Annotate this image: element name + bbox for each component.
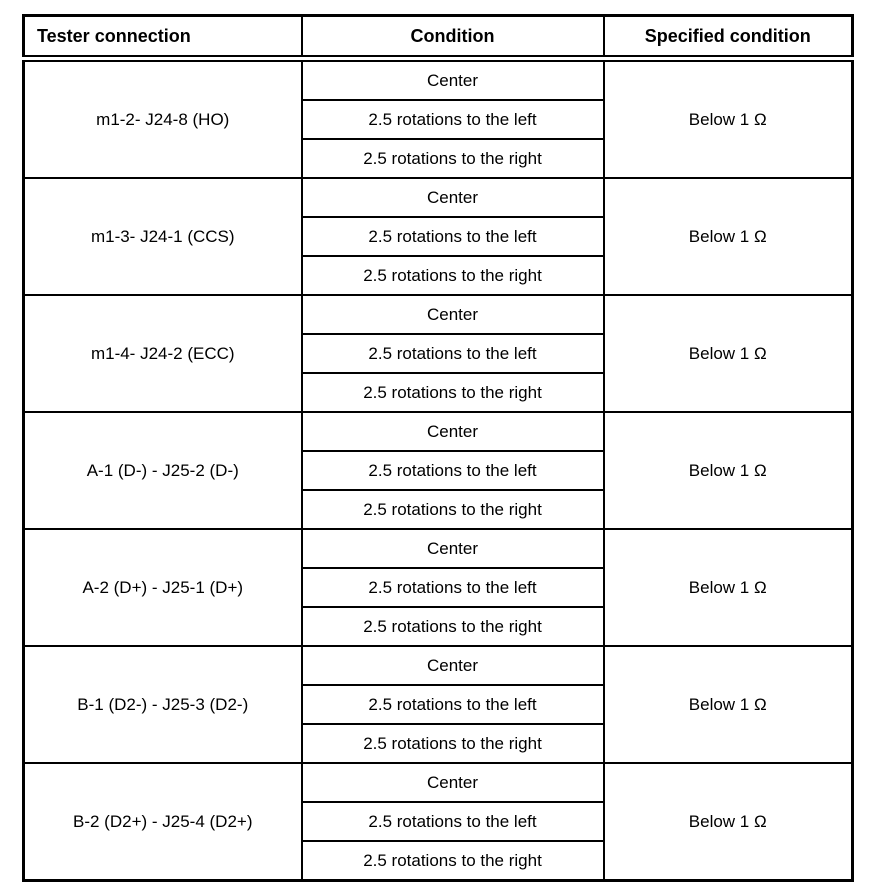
connection-group	[24, 646, 853, 763]
connection-group	[24, 529, 853, 646]
condition-cell: Center	[302, 295, 604, 334]
condition-cell: 2.5 rotations to the right	[302, 373, 604, 412]
header-condition: Condition	[302, 16, 604, 59]
condition-cell: Center	[302, 529, 604, 568]
tester-connection-cell: m1-2- J24-8 (HO)	[24, 59, 302, 179]
condition-row	[24, 529, 853, 568]
condition-cell: Center	[302, 59, 604, 101]
condition-cell: 2.5 rotations to the right	[302, 841, 604, 881]
tester-connection-cell: B-2 (D2+) - J25-4 (D2+)	[24, 763, 302, 881]
header-tester-connection: Tester connection	[24, 16, 302, 59]
tester-connection-cell: m1-4- J24-2 (ECC)	[24, 295, 302, 412]
table-header-row	[24, 16, 853, 59]
specified-condition-cell: Below 1 Ω	[604, 529, 853, 646]
condition-row	[24, 178, 853, 217]
condition-row	[24, 763, 853, 802]
specified-condition-cell: Below 1 Ω	[604, 646, 853, 763]
condition-cell: 2.5 rotations to the right	[302, 607, 604, 646]
specified-condition-cell: Below 1 Ω	[604, 412, 853, 529]
condition-cell: 2.5 rotations to the right	[302, 724, 604, 763]
condition-cell: Center	[302, 763, 604, 802]
condition-cell: 2.5 rotations to the right	[302, 139, 604, 178]
condition-row	[24, 59, 853, 101]
connection-group	[24, 763, 853, 881]
resistance-spec-table	[22, 14, 854, 882]
condition-cell: 2.5 rotations to the left	[302, 568, 604, 607]
connection-group	[24, 295, 853, 412]
condition-row	[24, 646, 853, 685]
condition-row	[24, 295, 853, 334]
condition-cell: 2.5 rotations to the left	[302, 451, 604, 490]
connection-group	[24, 412, 853, 529]
condition-cell: 2.5 rotations to the left	[302, 802, 604, 841]
condition-cell: 2.5 rotations to the left	[302, 217, 604, 256]
condition-row	[24, 412, 853, 451]
condition-cell: Center	[302, 412, 604, 451]
condition-cell: Center	[302, 178, 604, 217]
specified-condition-cell: Below 1 Ω	[604, 178, 853, 295]
connection-group	[24, 59, 853, 179]
tester-connection-cell: A-1 (D-) - J25-2 (D-)	[24, 412, 302, 529]
tester-connection-cell: m1-3- J24-1 (CCS)	[24, 178, 302, 295]
condition-cell: 2.5 rotations to the right	[302, 490, 604, 529]
condition-cell: 2.5 rotations to the left	[302, 685, 604, 724]
header-specified-condition: Specified condition	[604, 16, 853, 59]
condition-cell: 2.5 rotations to the left	[302, 334, 604, 373]
condition-cell: Center	[302, 646, 604, 685]
specified-condition-cell: Below 1 Ω	[604, 59, 853, 179]
condition-cell: 2.5 rotations to the left	[302, 100, 604, 139]
connection-group	[24, 178, 853, 295]
specified-condition-cell: Below 1 Ω	[604, 295, 853, 412]
specified-condition-cell: Below 1 Ω	[604, 763, 853, 881]
condition-cell: 2.5 rotations to the right	[302, 256, 604, 295]
tester-connection-cell: B-1 (D2-) - J25-3 (D2-)	[24, 646, 302, 763]
tester-connection-cell: A-2 (D+) - J25-1 (D+)	[24, 529, 302, 646]
